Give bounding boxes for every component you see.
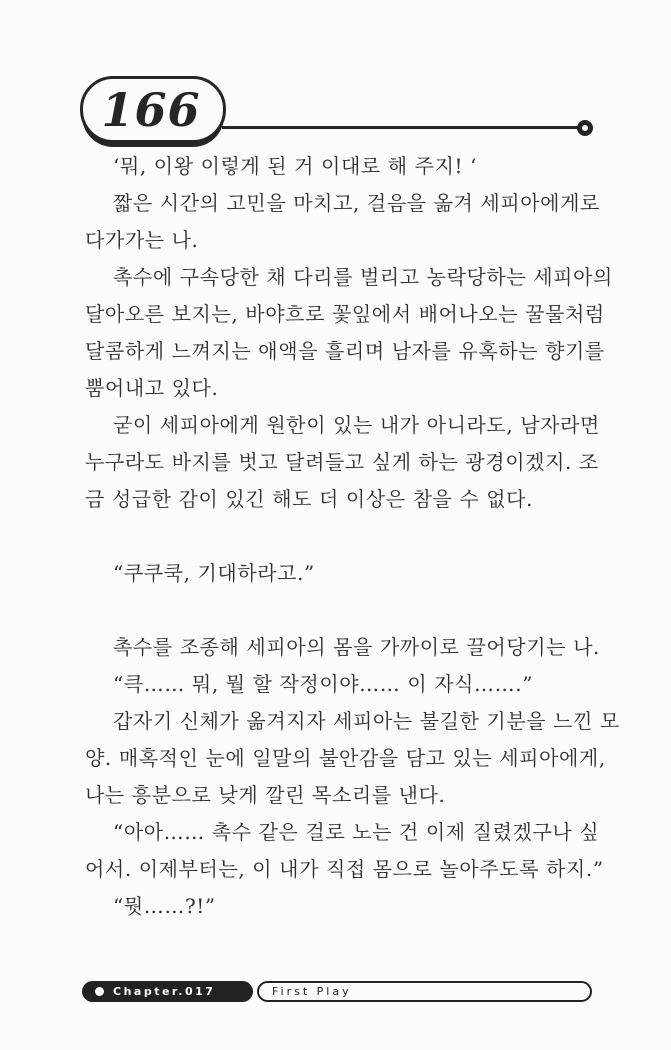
text-line: 짧은 시간의 고민을 마치고, 걸음을 옮겨 세피아에게로 [113, 191, 600, 215]
text-line: 누구라도 바지를 벗고 달려들고 싶게 하는 광경이겠지. 조 [85, 450, 599, 474]
header-rule [222, 126, 578, 129]
text-line: 굳이 세피아에게 원한이 있는 내가 아니라도, 남자라면 [113, 413, 600, 437]
page-number: 166 [101, 82, 201, 137]
text-line: 달아오른 보지는, 바야흐로 꽃잎에서 배어나오는 꿀물처럼 [85, 302, 605, 326]
body-text [85, 148, 620, 925]
text-line: “아아…… 촉수 같은 걸로 노는 건 이제 질렸겠구나 싶 [113, 820, 600, 844]
text-line: 금 성급한 감이 있긴 해도 더 이상은 참을 수 없다. [85, 487, 534, 511]
text-line: 양. 매혹적인 눈에 일말의 불안감을 담고 있는 세피아에게, [85, 746, 606, 770]
text-line: 갑자기 신체가 옮겨지자 세피아는 불길한 기분을 느낀 모 [113, 709, 620, 733]
text-line: 다가가는 나. [85, 228, 199, 252]
text-line: “큭…… 뭐, 뭘 할 작정이야…… 이 자식…….” [113, 672, 534, 696]
section-label: First Play [272, 985, 352, 998]
text-line: 달콤하게 느껴지는 애액을 흘리며 남자를 유혹하는 향기를 [85, 339, 605, 363]
section-badge [257, 981, 592, 1002]
chapter-badge [82, 981, 253, 1002]
text-line: ‘뭐, 이왕 이렇게 된 거 이대로 해 주지! ‘ [113, 154, 478, 178]
text-line: “쿠쿠쿡, 기대하라고.” [113, 561, 315, 585]
text-line: 촉수에 구속당한 채 다리를 벌리고 농락당하는 세피아의 [113, 265, 613, 289]
text-line: 어서. 이제부터는, 이 내가 직접 몸으로 놀아주도록 하지.” [85, 857, 604, 881]
bullet-dot-icon [95, 987, 104, 996]
text-line-blank [85, 518, 595, 555]
chapter-label: Chapter.017 [113, 985, 216, 998]
text-line: 뿜어내고 있다. [85, 376, 219, 400]
page-number-badge [80, 76, 226, 143]
text-line: 촉수를 조종해 세피아의 몸을 가까이로 끌어당기는 나. [113, 635, 600, 659]
rule-end-dot-icon [577, 120, 593, 136]
text-line: “뭣……?!” [113, 894, 216, 918]
text-line: 나는 흥분으로 낮게 깔린 목소리를 낸다. [85, 783, 446, 807]
text-line-blank [85, 592, 595, 629]
